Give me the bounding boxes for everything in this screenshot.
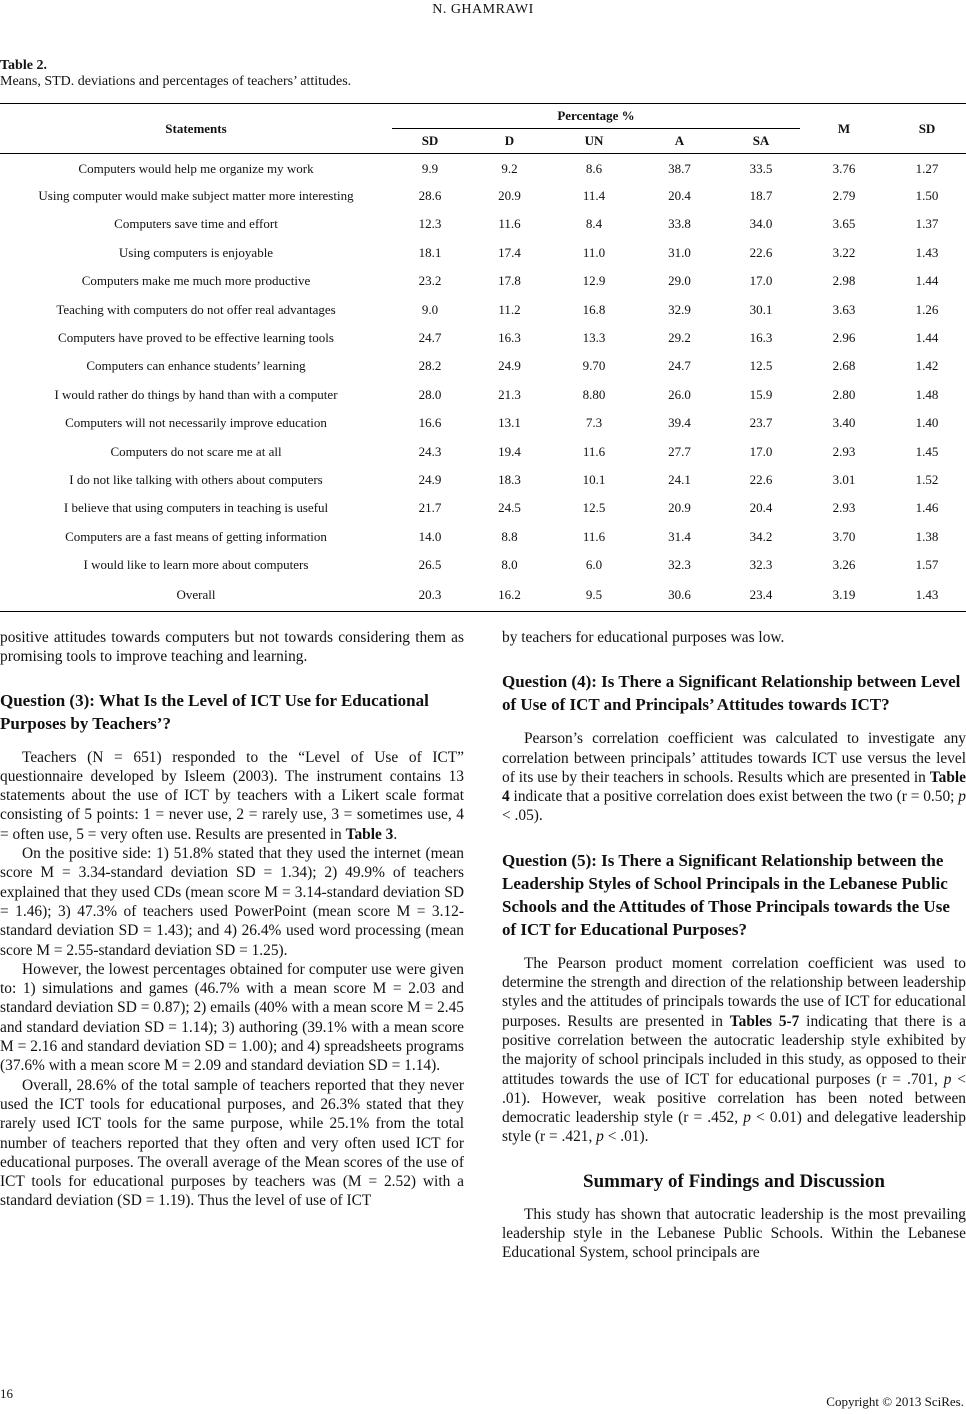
table-row (0, 154, 966, 182)
cell-sd: 9.0 (421, 301, 439, 317)
question-5-heading: Question (5): Is There a Significant Relationship between the Leadership Styles of School Principals in the Lebanese Public Schools and the Attitudes of Those Principals towards the Use of ICT for Educational Purposes? (502, 850, 950, 939)
cell-mean: 2.93 (832, 500, 856, 516)
cell-sa: 16.3 (749, 330, 773, 346)
cell-sa: 34.0 (749, 216, 773, 232)
table-3-ref: Table 3 (345, 825, 394, 843)
cell-sa: 22.6 (749, 244, 773, 260)
subheader-a: A (674, 133, 685, 148)
table-row (0, 551, 966, 579)
cell-sd: 21.7 (418, 500, 442, 516)
paragraph-q4: Pearson’s correlation coefficient was calculated to investigate any correlation between principals’ attitudes towards ICT use versus the level of its use by their teachers in schools. Results which are presented in Table 4 indicate that a positive correlation does exist between the two (r = 0.50; p < .05). (502, 730, 966, 825)
cell-sd: 26.5 (418, 557, 442, 573)
table-row (0, 409, 966, 437)
cell-a: 32.9 (668, 301, 691, 317)
cell-sd: 20.3 (418, 587, 442, 603)
cell-d: 19.4 (498, 443, 521, 459)
cell-d: 24.9 (498, 358, 521, 374)
cell-un: 16.8 (582, 301, 606, 317)
cell-sa: 23.4 (749, 587, 773, 603)
running-head: N. GHAMRAWI (432, 2, 534, 17)
table-row (0, 579, 966, 612)
cell-a: 27.7 (668, 443, 691, 459)
cell-d: 21.3 (498, 386, 521, 402)
table-row (0, 267, 966, 295)
cell-un: 12.9 (582, 273, 606, 289)
cell-d: 13.1 (498, 415, 521, 431)
cell-un: 7.3 (585, 415, 603, 431)
cell-mean: 2.79 (832, 188, 856, 204)
table-row (0, 295, 966, 323)
cell-sd: 9.9 (421, 160, 439, 176)
table-row (0, 523, 966, 551)
cell-std-dev: 1.48 (915, 386, 939, 402)
cell-sd: 24.7 (418, 330, 442, 346)
cell-un: 8.80 (582, 386, 606, 402)
cell-a: 39.4 (668, 415, 691, 431)
cell-statement: I believe that using computers in teaching is useful (63, 500, 329, 516)
cell-d: 11.6 (498, 216, 521, 232)
cell-d: 8.8 (501, 528, 518, 544)
paragraph-summary: This study has shown that autocratic leadership is the most prevailing leadership style in the Lebanese Public Schools. Within the Lebanese Educational System, school principals are (502, 1205, 966, 1262)
cell-sa: 20.4 (749, 500, 773, 516)
cell-statement: Computers have proved to be effective learning tools (58, 330, 334, 346)
cell-un: 9.5 (585, 587, 603, 603)
cell-sd: 28.2 (418, 358, 442, 374)
cell-un: 8.4 (585, 216, 603, 232)
attitudes-table (0, 103, 966, 612)
cell-std-dev: 1.52 (915, 471, 939, 487)
question-3-heading: Question (3): What Is the Level of ICT Use for Educational Purposes by Teachers’? (0, 690, 429, 733)
table-title: Table 2. (0, 58, 47, 73)
cell-un: 10.1 (582, 471, 606, 487)
copyright: Copyright © 2013 SciRes. (826, 1394, 964, 1409)
cell-mean: 3.76 (832, 160, 856, 176)
cell-statement: Computers would help me organize my work (78, 160, 314, 176)
cell-std-dev: 1.57 (915, 557, 939, 573)
cell-sa: 17.0 (749, 273, 773, 289)
cell-d: 24.5 (498, 500, 521, 516)
cell-un: 6.0 (585, 557, 603, 573)
table-row (0, 381, 966, 409)
cell-sa: 22.6 (749, 471, 773, 487)
cell-statement: Computers will not necessarily improve education (65, 415, 327, 431)
paragraph-lowest-percentages: However, the lowest percentages obtained for computer use were given to: 1) simulations and games (46.7% with a mean score M = 2.03 and standard deviation SD = 0.87); 2) emails (40% with a mean score M = 2.45 and standard deviation SD = 1.14); 3) authoring (39.1% with a mean score M = 2.16 and standard deviation SD = 1.00); and 4) spreadsheets programs (37.6% with a mean score M = 2.09 and standard deviation SD = 1.14). (0, 960, 464, 1075)
cell-mean: 3.19 (832, 587, 856, 603)
cell-statement: Overall (176, 587, 216, 603)
cell-un: 8.6 (585, 160, 603, 176)
cell-std-dev: 1.44 (915, 330, 939, 346)
cell-statement: I would rather do things by hand than with a computer (54, 386, 338, 402)
cell-a: 38.7 (668, 160, 691, 176)
subheader-sd: SD (421, 133, 439, 148)
cell-statement: I would like to learn more about computers (83, 557, 309, 573)
cell-un: 9.70 (582, 358, 606, 374)
cell-d: 16.3 (498, 330, 521, 346)
cell-sa: 32.3 (749, 557, 773, 573)
cell-sa: 17.0 (749, 443, 773, 459)
cell-std-dev: 1.43 (915, 244, 939, 260)
table-row (0, 466, 966, 494)
cell-sd: 18.1 (418, 244, 442, 260)
paragraph-q3-intro: Teachers (N = 651) responded to the “Level of Use of ICT” questionnaire developed by Isleem (2003). The instrument contains 13 statements about the use of ICT by teachers with a Likert scale format consisting of 5 points: 1 = never use, 2 = rarely use, 3 = sometimes use, 4 = often use, 5 = very often use. Results are presented in Table 3. (0, 748, 464, 843)
cell-d: 9.2 (501, 160, 518, 176)
header-statements: Statements (165, 120, 227, 136)
paragraph-positive-side: On the positive side: 1) 51.8% stated that they used the internet (mean score M = 3.34-standard deviation SD = 1.34); 2) 49.9% of teachers explained that they used CDs (mean score M = 3.14-standard deviation SD = 1.46); 3) 47.3% of teachers used PowerPoint (mean score M = 3.12-standard deviation SD = 1.43); and 4) 26.4% used word processing (mean score M = 2.55-standard deviation SD = 1.25). (0, 845, 464, 959)
question-4-heading: Question (4): Is There a Significant Relationship between Level of Use of ICT and Principals’ Attitudes towards ICT? (502, 672, 961, 715)
cell-d: 18.3 (498, 471, 521, 487)
table-4-ref: Table 4 (502, 768, 966, 806)
paragraph-q5: The Pearson product moment correlation coefficient was used to determine the strength and direction of the relationship between leadership styles and the attitudes of principals towards the use of ICT for educational purposes. Results are presented in Tables 5-7 indicating that there is a positive correlation between the autocratic leadership style exhibited by the majority of school principals included in this study, as opposed to their attitudes towards the use of ICT for educational purposes (r = .701, p < .01). However, weak positive correlation has been noted between democratic leadership style (r = .452, p < 0.01) and delegative leadership style (r = .421, p < .01). (502, 954, 966, 1146)
cell-mean: 2.68 (832, 358, 856, 374)
cell-sd: 23.2 (418, 273, 442, 289)
table-row (0, 494, 966, 522)
cell-sa: 23.7 (749, 415, 773, 431)
cell-mean: 2.93 (832, 443, 856, 459)
cell-a: 20.4 (668, 188, 691, 204)
table-row (0, 182, 966, 210)
cell-mean: 2.96 (832, 330, 856, 346)
cell-statement: Computers do not scare me at all (110, 443, 282, 459)
cell-sd: 12.3 (418, 216, 442, 232)
cell-mean: 3.26 (832, 557, 856, 573)
cell-sa: 30.1 (749, 301, 773, 317)
paragraph-overall: Overall, 28.6% of the total sample of teachers reported that they never used the ICT tools for educational purposes, and 26.3% stated that they rarely used ICT tools for the same purpose, while 25.1% from the total number of teachers reported that they often and very often used ICT for educational purposes. The overall average of the Mean scores of the use of ICT tools for educational purposes by teachers was (M = 2.52) with a standard deviation (SD = 1.19). Thus the level of use of ICT (0, 1076, 464, 1210)
cell-a: 26.0 (668, 386, 691, 402)
cell-d: 16.2 (498, 587, 521, 603)
cell-a: 24.7 (668, 358, 691, 374)
left-column (0, 628, 464, 1211)
header-percentage: Percentage % (392, 104, 800, 129)
cell-mean: 2.80 (832, 386, 856, 402)
cell-std-dev: 1.37 (915, 216, 939, 232)
cell-std-dev: 1.50 (915, 188, 939, 204)
cell-std-dev: 1.44 (915, 273, 939, 289)
cell-un: 12.5 (582, 500, 606, 516)
cell-statement: Computers make me much more productive (81, 273, 311, 289)
cell-mean: 3.01 (832, 471, 856, 487)
cell-std-dev: 1.45 (915, 443, 939, 459)
header-sd: SD (918, 120, 936, 136)
cell-a: 30.6 (668, 587, 691, 603)
cell-sd: 24.9 (418, 471, 442, 487)
cell-mean: 3.65 (832, 216, 856, 232)
summary-heading: Summary of Findings and Discussion (583, 1170, 885, 1192)
cell-statement: Computers save time and effort (114, 216, 278, 232)
cell-a: 32.3 (668, 557, 691, 573)
cell-mean: 3.70 (832, 528, 856, 544)
cell-statement: Using computers is enjoyable (118, 244, 274, 260)
subheader-sa: SA (752, 133, 770, 148)
subheader-un: UN (584, 133, 604, 148)
cell-a: 29.2 (668, 330, 691, 346)
cell-a: 31.4 (668, 528, 691, 544)
cell-a: 20.9 (668, 500, 691, 516)
subheader-d: D (504, 133, 515, 148)
cell-sa: 34.2 (749, 528, 773, 544)
cell-sd: 16.6 (418, 415, 442, 431)
cell-d: 17.4 (498, 244, 521, 260)
cell-a: 31.0 (668, 244, 691, 260)
cell-mean: 3.22 (832, 244, 856, 260)
table-row (0, 324, 966, 352)
right-column (502, 628, 966, 1263)
cell-un: 11.6 (582, 528, 606, 544)
table-caption: Means, STD. deviations and percentages of teachers’ attitudes. (0, 74, 352, 89)
cell-statement: I do not like talking with others about computers (69, 471, 323, 487)
cell-sa: 12.5 (749, 358, 773, 374)
table-row (0, 437, 966, 465)
header-m: M (837, 120, 851, 136)
cell-un: 11.6 (582, 443, 606, 459)
cell-mean: 3.40 (832, 415, 856, 431)
table-row (0, 352, 966, 380)
cell-d: 11.2 (498, 301, 521, 317)
paragraph-continued-right: by teachers for educational purposes was low. (502, 629, 785, 646)
cell-sd: 14.0 (418, 528, 442, 544)
cell-sd: 24.3 (418, 443, 442, 459)
cell-d: 20.9 (498, 188, 521, 204)
cell-std-dev: 1.46 (915, 500, 939, 516)
table-row (0, 239, 966, 267)
cell-un: 13.3 (582, 330, 606, 346)
cell-mean: 2.98 (832, 273, 856, 289)
cell-a: 33.8 (668, 216, 691, 232)
cell-un: 11.4 (582, 188, 606, 204)
cell-a: 24.1 (668, 471, 691, 487)
cell-sa: 18.7 (749, 188, 773, 204)
cell-sa: 33.5 (749, 160, 773, 176)
tables-5-7-ref: Tables 5-7 (729, 1012, 800, 1030)
cell-a: 29.0 (668, 273, 691, 289)
cell-std-dev: 1.43 (915, 587, 939, 603)
cell-std-dev: 1.27 (915, 160, 939, 176)
cell-std-dev: 1.40 (915, 415, 939, 431)
cell-std-dev: 1.38 (915, 528, 939, 544)
cell-d: 17.8 (498, 273, 521, 289)
cell-statement: Computers can enhance students’ learning (86, 358, 306, 374)
cell-statement: Using computer would make subject matter more interesting (38, 188, 354, 204)
cell-std-dev: 1.26 (915, 301, 939, 317)
table-body (0, 154, 966, 612)
page-number: 16 (0, 1386, 13, 1401)
cell-sa: 15.9 (749, 386, 773, 402)
cell-sd: 28.6 (418, 188, 442, 204)
cell-sd: 28.0 (418, 386, 442, 402)
cell-statement: Teaching with computers do not offer real advantages (56, 301, 336, 317)
cell-mean: 3.63 (832, 301, 856, 317)
cell-statement: Computers are a fast means of getting information (65, 528, 327, 544)
table-row (0, 210, 966, 238)
cell-d: 8.0 (501, 557, 518, 573)
paragraph-continued: positive attitudes towards computers but not towards considering them as promising tools to improve teaching and learning. (0, 629, 464, 666)
cell-std-dev: 1.42 (915, 358, 939, 374)
cell-un: 11.0 (582, 244, 606, 260)
